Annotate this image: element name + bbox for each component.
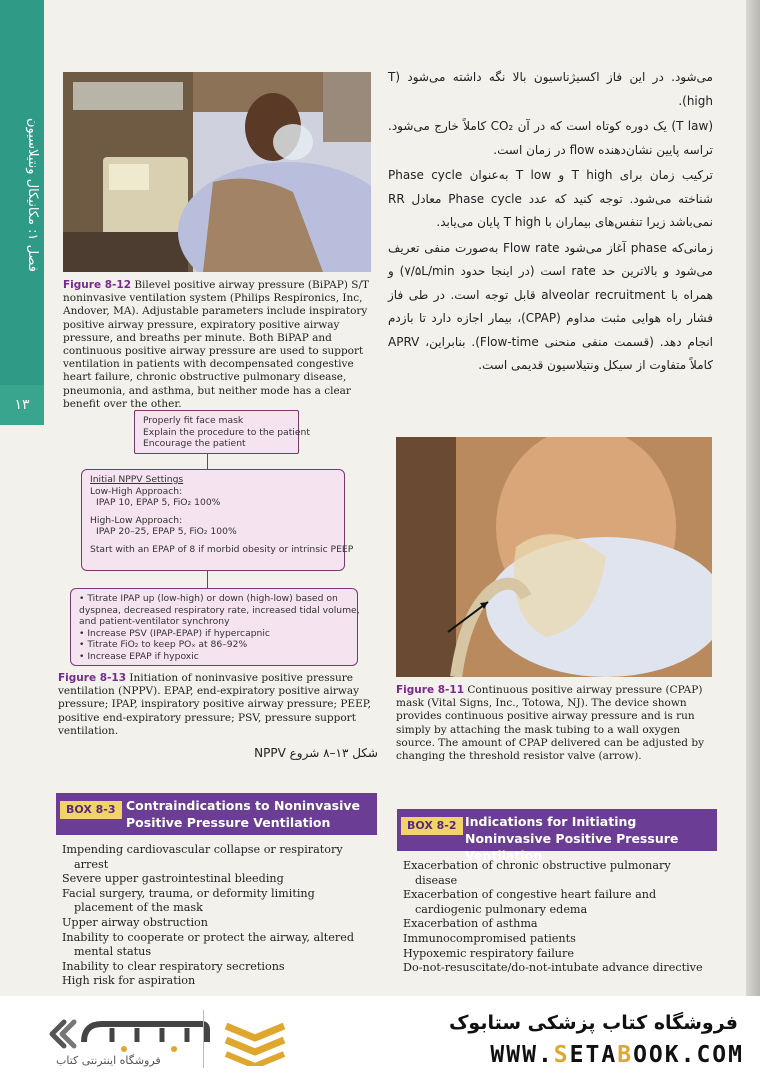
figure-8-11-photo <box>396 437 712 677</box>
shop-url[interactable] <box>392 1042 744 1068</box>
box-header <box>56 793 377 835</box>
list-item: Facial surgery, trauma, or deformity limiting placement of the mask <box>62 886 315 915</box>
flowchart-step-2 <box>81 469 354 571</box>
paragraph: می‌شود. در این فاز اکسیژناسیون بالا نگه داشته می‌شود (T high). <box>388 70 713 108</box>
setabook-logo-icon <box>42 1014 212 1054</box>
flow-line: • Increase PSV (IPAP-EPAP) if hypercapnic <box>79 627 270 639</box>
list-item: Hypoxemic respiratory failure <box>403 946 574 960</box>
flow-line: Explain the procedure to the patient <box>143 426 310 438</box>
flow-line: Start with an EPAP of 8 if morbid obesity or intrinsic PEEP <box>90 543 354 555</box>
list-item: Severe upper gastrointestinal bleeding <box>62 872 284 886</box>
figure-label: Figure 8-12 <box>63 279 131 291</box>
flow-line: High-Low Approach: <box>90 514 183 526</box>
flow-connector <box>207 571 208 588</box>
flow-connector <box>207 454 208 469</box>
figure-8-12-photo <box>63 72 371 272</box>
url-accent: B <box>617 1042 634 1068</box>
box-tag: BOX 8-2 <box>401 817 463 835</box>
caption-text: Bilevel positive airway pressure (BiPAP) S/T noninvasive ventilation system (Philips Respironics, Inc, Andover, MA). Adjustable parameters include inspiratory positive airway pressure, expiratory positive airway pressure, and breaths per minute. Both BiPAP and continuous positive airway pressure are used to support ventilation in patients with decompensated congestive heart failure, chronic obstructive pulmonary disease, pneumonia, and asthma, but neither mode has a clear benefit over the other. <box>63 279 369 410</box>
paragraph: ترکیب زمان برای T high و T low به‌عنوان Phase cycle شناخته می‌شود. توجه کنید که عدد Phase cycle معادل RR نمی‌باشد زیرا تنفس‌های بیماران با T high پایان می‌یابد. <box>388 168 713 229</box>
paragraph: (T law) یک دوره کوتاه است که در آن CO₂ کاملاً خارج می‌شود. تراسه پایین نشان‌دهنده flow در زمان است. <box>388 119 713 157</box>
box-list <box>403 859 715 976</box>
flowchart-step-3 <box>70 588 358 666</box>
book-stack-icon <box>222 1014 288 1066</box>
flow-line: IPAP 20–25, EPAP 5, FiO₂ 100% <box>96 526 237 538</box>
list-item: Do-not-resuscitate/do-not-intubate advance directive <box>403 961 703 975</box>
page-number: ۱۳ <box>0 385 44 425</box>
chapter-tab <box>0 0 44 385</box>
logo-subtitle: فروشگاه اینترنتی کتاب <box>56 1054 161 1067</box>
list-item: Immunocompromised patients <box>403 931 576 945</box>
list-item: Inability to cooperate or protect the airway, altered mental status <box>62 930 355 959</box>
flowchart-step-1 <box>134 410 310 454</box>
caption-text: Initiation of noninvasive positive pressure ventilation (NPPV). EPAP, end-expiratory positive airway pressure; IPAP, inspiratory positive airway pressure; PEEP, positive end-expiratory pressure; PSV, pressure support ventilation. <box>58 672 372 737</box>
box-tag: BOX 8-3 <box>60 801 122 819</box>
chapter-title: فصل ۱: مکانیکال ونتیلاسیون <box>25 118 40 272</box>
figure-8-11-caption <box>396 684 714 763</box>
figure-label: Figure 8-13 <box>58 672 126 684</box>
list-item: Exacerbation of congestive heart failure and cardiogenic pulmonary edema <box>403 888 657 916</box>
divider <box>203 1010 204 1068</box>
figure-8-12-caption <box>63 279 373 411</box>
paragraph: زمانی‌که phase آغاز می‌شود Flow rate به‌صورت منفی تعریف می‌شود و بالاترین حد rate است (در اینجا حدود ۷/۵L/min) و همراه با alveolar recruitment قابل توجه است. در طی فاز فشار راه هوایی مثبت مداوم (CPAP)، بیمار اجازه دارد تا بازدم انجام دهد. (قسمت منفی منحنی Flow-time). بنابراین، APRV کاملاً متفاوت از سیکل ونتیلاسیون قدیمی است. <box>388 240 714 372</box>
url-accent: S <box>553 1042 570 1068</box>
flow-line: Low-High Approach: <box>90 485 183 497</box>
list-item: Exacerbation of asthma <box>403 917 538 931</box>
figure-8-13-persian-caption: شکل ۱۳–۸ شروع NPPV <box>254 746 378 760</box>
flow-line: • Titrate IPAP up (low-high) or down (high-low) based on <box>79 593 338 604</box>
flow-line: dyspnea, decreased respiratory rate, increased tidal volume, <box>79 604 360 616</box>
flow-line: Encourage the patient <box>143 438 246 450</box>
page-edge <box>746 0 760 996</box>
url-part: OOK.COM <box>633 1042 744 1068</box>
flow-line: and patient-ventilator synchrony <box>79 616 230 628</box>
url-part: ETA <box>569 1042 618 1068</box>
figure-label: Figure 8-11 <box>396 684 464 696</box>
flow-heading: Initial NPPV Settings <box>90 474 184 485</box>
figure-8-13-caption <box>58 672 376 738</box>
list-item: Exacerbation of chronic obstructive pulmonary disease <box>403 859 671 887</box>
caption-text: Continuous positive airway pressure (CPAP) mask (Vital Signs, Inc., Totowa, NJ). The device shown provides continuous positive airway pressure and is run simply by attaching the mask tubing to a wall oxygen source. The amount of CPAP delivered can be adjusted by changing the threshold resistor valve (arrow). <box>396 684 705 763</box>
list-item: High risk for aspiration <box>62 974 196 988</box>
box-8-3 <box>56 793 377 988</box>
box-header <box>397 809 717 863</box>
list-item: Impending cardiovascular collapse or respiratory arrest <box>62 843 343 871</box>
flow-line: • Increase EPAP if hypoxic <box>79 650 199 662</box>
box-title: Contraindications to Noninvasive Positive Pressure Ventilation <box>126 798 361 830</box>
box-title: Indications for Initiating Noninvasive Positive Pressure Ventilation <box>465 814 679 863</box>
box-8-2 <box>397 809 717 975</box>
url-part: WWW. <box>490 1042 554 1068</box>
list-item: Upper airway obstruction <box>62 915 208 929</box>
box-list <box>62 843 377 989</box>
persian-body <box>388 66 713 380</box>
list-item: Inability to clear respiratory secretions <box>62 959 285 973</box>
flow-line: Properly fit face mask <box>143 415 244 426</box>
flow-line: • Titrate FiO₂ to keep POₓ at 86–92% <box>79 639 248 651</box>
shop-name: فروشگاه کتاب پزشکی ستابوک <box>448 1012 738 1034</box>
flow-line: IPAP 10, EPAP 5, FiO₂ 100% <box>96 497 221 509</box>
footer-banner <box>0 996 760 1080</box>
